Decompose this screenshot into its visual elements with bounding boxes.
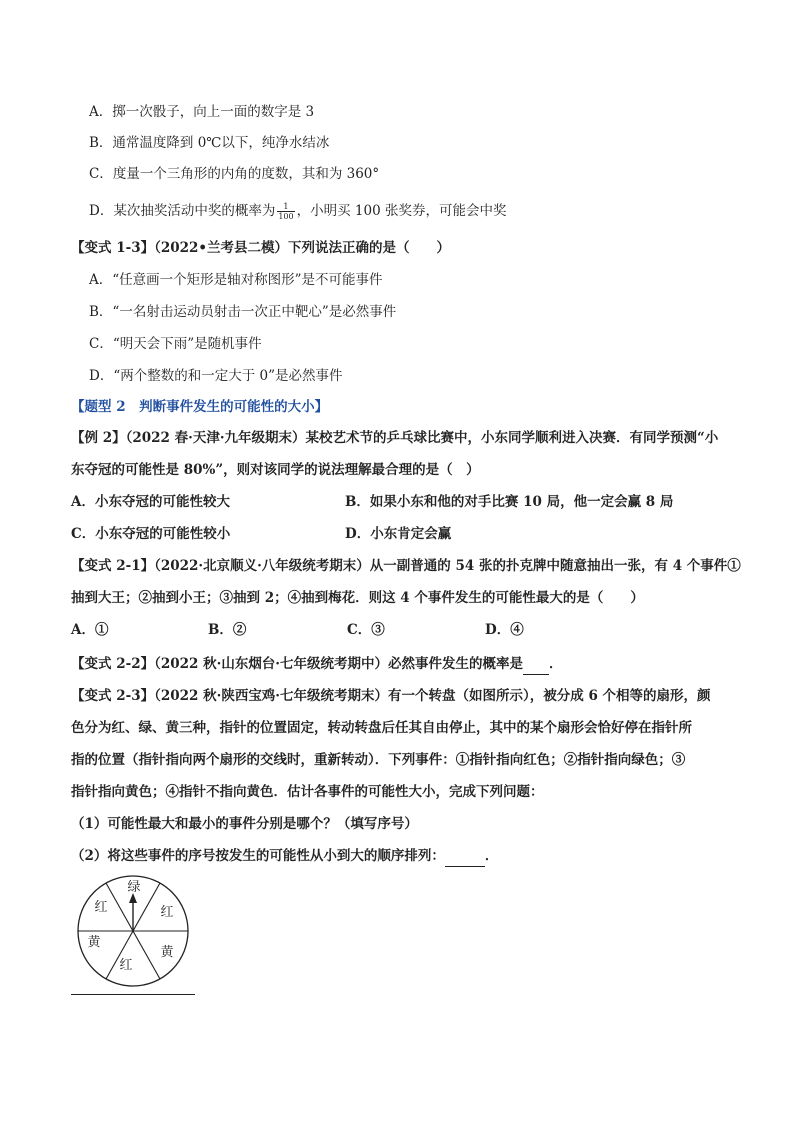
variant-2-1-option-c: C．③ — [347, 622, 385, 638]
variant-2-3-line-2: 色分为红、绿、黄三种，指针的位置固定，转动转盘后任其自由停止，其中的某个扇形会恰好停在指针所 — [71, 720, 692, 736]
sector-label: 绿 — [127, 880, 141, 895]
sector-label: 红 — [119, 958, 133, 973]
section-title-type-2: 【题型 2 判断事件发生的可能性的大小】 — [71, 399, 329, 415]
variant-2-1-line-1: 【变式 2-1】（2022·北京顺义·八年级统考期末）从一副普通的 54 张的扑克牌中随意抽出一张，有 4 个事件① — [71, 558, 741, 574]
spinner-figure — [71, 873, 195, 989]
footnote-separator — [71, 994, 195, 995]
sector-label: 黄 — [87, 935, 101, 950]
sector-label: 红 — [94, 900, 108, 915]
answer-blank[interactable] — [523, 654, 549, 675]
example-2-option-a: A．小东夺冠的可能性较大 — [71, 494, 230, 510]
variant-2-2-text: 【变式 2-2】（2022 秋·山东烟台·七年级统考期中）必然事件发生的概率是 — [71, 656, 524, 672]
prev-option-b: B．通常温度降到 0℃以下，纯净水结冰 — [89, 135, 330, 151]
variant-2-3-line-3: 指的位置（指针指向两个扇形的交线时，重新转动）．下列事件：①指针指向红色；②指针指向绿色；③ — [71, 752, 686, 768]
prev-option-d — [89, 201, 506, 221]
variant-2-1-line-2: 抽到大王；②抽到小王；③抽到 2；④抽到梅花．则这 4 个事件发生的可能性最大的是（ ） — [71, 590, 644, 606]
example-2-line-1: 【例 2】（2022 春·天津·九年级期末）某校艺术节的乒乓球比赛中，小东同学顺利进入决赛．有同学预测“小 — [71, 430, 719, 446]
fraction-denominator: 100 — [278, 212, 294, 221]
variant-2-3-question-2-text: （2）将这些事件的序号按发生的可能性从小到大的顺序排列： — [71, 848, 445, 864]
fraction — [277, 202, 294, 221]
variant-1-3-option-a: A．“任意画一个矩形是轴对称图形”是不可能事件 — [89, 272, 383, 288]
answer-blank[interactable] — [445, 846, 485, 867]
variant-2-3-line-4: 指针指向黄色；④指针不指向黄色．估计各事件的可能性大小，完成下列问题： — [71, 784, 544, 800]
prev-option-a: A．掷一次骰子，向上一面的数字是 3 — [89, 104, 315, 120]
variant-2-1-option-b: B．② — [208, 622, 247, 638]
example-2-option-b: B．如果小东和他的对手比赛 10 局，他一定会赢 8 局 — [345, 494, 674, 510]
variant-2-2-period: ． — [549, 656, 563, 672]
variant-1-3-option-b: B．“一名射击运动员射击一次正中靶心”是必然事件 — [89, 304, 397, 320]
sector-label: 红 — [160, 905, 174, 920]
variant-1-3-option-d: D．“两个整数的和一定大于 0”是必然事件 — [89, 368, 343, 384]
prev-option-d-text: D．某次抽奖活动中奖的概率为 — [89, 203, 276, 219]
variant-1-3-question: 【变式 1-3】（2022•兰考县二模）下列说法正确的是（ ） — [71, 240, 451, 256]
fraction-numerator: 1 — [277, 202, 294, 212]
sector-label: 黄 — [160, 945, 174, 960]
prev-option-d-text-end: ，小明买 100 张奖券，可能会中奖 — [296, 203, 507, 219]
example-2-option-d: D．小东肯定会赢 — [345, 526, 452, 542]
example-2-line-2: 东夺冠的可能性是 80%”，则对该同学的说法理解最合理的是（ ） — [71, 462, 480, 478]
variant-2-1-option-d: D．④ — [485, 622, 524, 638]
variant-2-3-question-2-period: ． — [484, 848, 499, 864]
variant-2-1-option-a: A．① — [71, 622, 109, 638]
example-2-option-c: C．小东夺冠的可能性较小 — [71, 526, 231, 542]
variant-2-2-question — [71, 654, 563, 675]
variant-1-3-option-c: C．“明天会下雨”是随机事件 — [89, 336, 262, 352]
variant-2-3-line-1: 【变式 2-3】（2022 秋·陕西宝鸡·七年级统考期末）有一个转盘（如图所示），被分成 6 个相等的扇形，颜 — [71, 688, 711, 704]
variant-2-3-question-2 — [71, 846, 498, 867]
prev-option-c: C．度量一个三角形的内角的度数，其和为 360° — [89, 166, 380, 182]
variant-2-3-question-1: （1）可能性最大和最小的事件分别是哪个？（填写序号） — [71, 816, 418, 832]
